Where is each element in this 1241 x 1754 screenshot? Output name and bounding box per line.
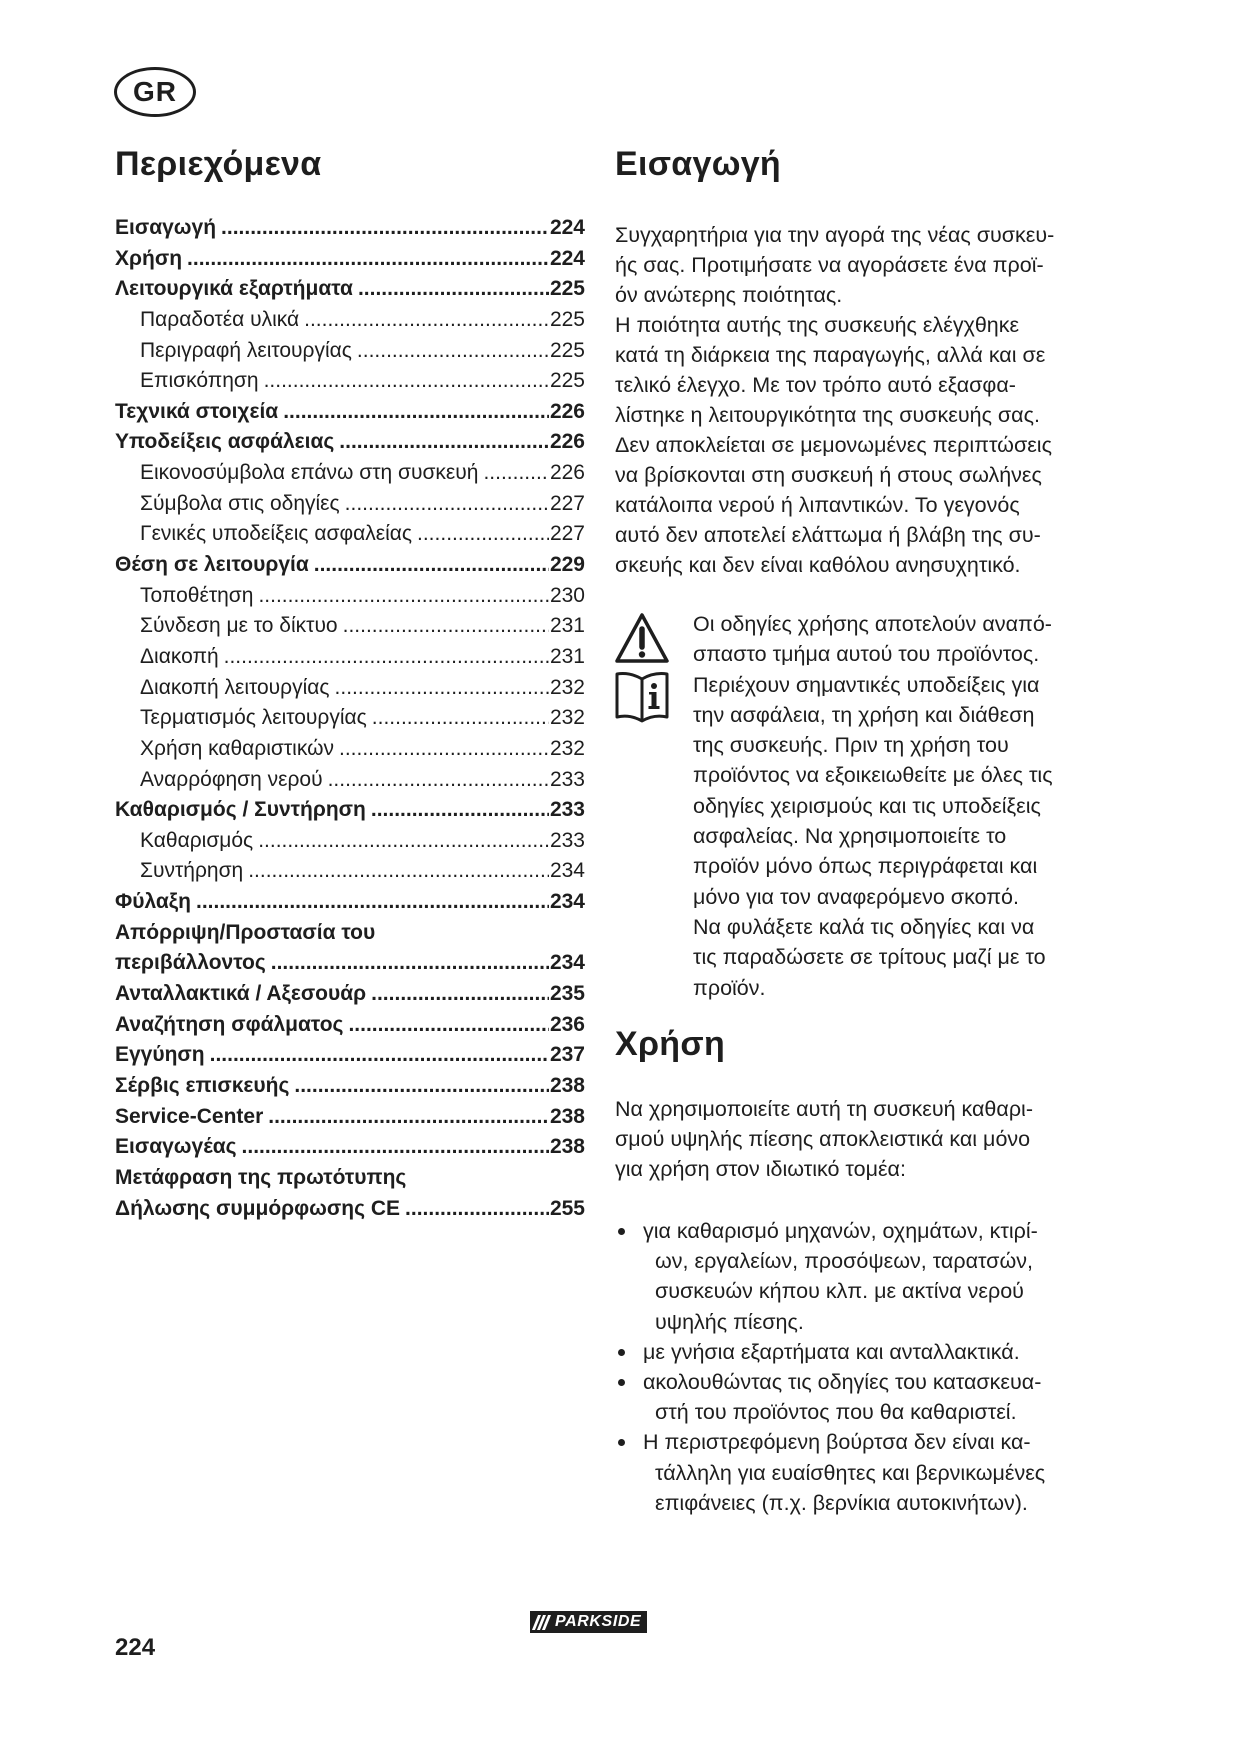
text-line: για χρήση στον ιδιωτικό τομέα: — [615, 1157, 906, 1181]
text-line: για καθαρισμό μηχανών, οχημάτων, κτιρί- — [643, 1219, 1038, 1243]
dot-leader — [348, 1010, 548, 1041]
text-line: ής σας. Προτιμήσατε να αγοράσετε ένα προϊ- — [615, 253, 1044, 277]
toc-entry-page: 238 — [549, 1104, 585, 1128]
table-of-contents — [115, 213, 585, 1224]
toc-entry-title: Χρήση καθαριστικών — [140, 736, 334, 760]
text-line: συσκευών κήπου κλπ. με ακτίνα νερού — [655, 1279, 1024, 1304]
dot-leader — [405, 1194, 549, 1225]
toc-subentry — [115, 458, 585, 489]
text-line: να βρίσκονται στη συσκευή ή στους σωλήνες — [615, 463, 1042, 487]
toc-entry-page: 232 — [549, 675, 585, 699]
list-item — [615, 1216, 1045, 1337]
toc-entry-title: Συντήρηση — [140, 859, 244, 883]
text-line: τις παραδώσετε σε τρίτους μαζί με το — [693, 945, 1046, 970]
text-line: σκευής και δεν είναι καθόλου ανησυχητικό. — [615, 553, 1021, 577]
toc-entry — [115, 244, 585, 275]
text-line: προϊόν μόνο όπως περιγράφεται και — [693, 854, 1038, 879]
text-line: σμού υψηλής πίεσης αποκλειστικά και μόνο — [615, 1127, 1031, 1151]
country-badge: GR — [114, 67, 196, 117]
toc-subentry — [115, 305, 585, 336]
dot-leader — [210, 1040, 549, 1071]
dot-leader — [248, 856, 549, 887]
toc-entry-page: 233 — [549, 828, 585, 852]
toc-entry-title: Απόρριψη/Προστασία του — [115, 920, 376, 944]
toc-entry-page: 224 — [549, 216, 585, 239]
toc-entry-page: 235 — [549, 982, 585, 1006]
dot-leader — [358, 274, 549, 305]
toc-entry-title: Τερματισμός λειτουργίας — [140, 706, 367, 730]
list-item — [615, 1427, 1045, 1518]
text-line: της συσκευής. Πριν τη χρήση του — [693, 733, 1009, 758]
toc-entry-title: Εισαγωγέας — [115, 1135, 237, 1159]
dot-leader — [372, 703, 549, 734]
toc-subentry — [115, 856, 585, 887]
text-line: τάλληλη για ευαίσθητες και βερνικωμένες — [655, 1460, 1046, 1485]
toc-entry-page: 232 — [549, 736, 585, 760]
toc-entry-page: 232 — [549, 706, 585, 730]
toc-entry-page: 226 — [549, 430, 585, 454]
toc-subentry — [115, 642, 585, 673]
usage-heading: Χρήση — [615, 1025, 726, 1063]
dot-leader — [343, 611, 549, 642]
toc-entry-title: Εισαγωγή — [115, 216, 217, 239]
intro-heading: Εισαγωγή — [615, 145, 781, 183]
dot-leader — [264, 366, 549, 397]
toc-entry-title: Σέρβις επισκευής — [115, 1073, 290, 1097]
dot-leader — [483, 458, 548, 489]
toc-entry-title: Service-Center — [115, 1104, 264, 1128]
toc-entry-title: Διακοπή — [140, 644, 219, 668]
toc-entry-page: 226 — [549, 461, 585, 485]
manual-info-icon — [614, 668, 670, 724]
dot-leader — [271, 948, 549, 979]
toc-entry-title: περιβάλλοντος — [115, 951, 266, 975]
text-line: σπαστο τμήμα αυτού του προϊόντος. — [693, 642, 1040, 667]
toc-subentry — [115, 611, 585, 642]
toc-entry-page: 234 — [549, 890, 585, 914]
bullet-icon — [618, 1228, 625, 1235]
toc-entry-title: Σύμβολα στις οδηγίες — [140, 491, 340, 515]
toc-entry-title: Τοποθέτηση — [140, 583, 254, 607]
dot-leader — [314, 550, 549, 581]
toc-entry — [115, 274, 585, 305]
dot-leader — [283, 397, 549, 428]
toc-entry-title: Διακοπή λειτουργίας — [140, 675, 330, 699]
dot-leader — [294, 1071, 549, 1102]
toc-entry — [115, 1040, 585, 1071]
list-item — [615, 1367, 1045, 1427]
text-line: λίστηκε η λειτουργικότητα της συσκευής σας. — [615, 403, 1040, 427]
text-line: Η ποιότητα αυτής της συσκευής ελέγχθηκε — [615, 313, 1020, 337]
toc-entry-page: 230 — [549, 583, 585, 607]
dot-leader — [268, 1102, 549, 1133]
toc-entry-page: 233 — [549, 798, 585, 822]
toc-subentry — [115, 703, 585, 734]
text-line: επιφάνειες (π.χ. βερνίκια αυτοκινήτων). — [655, 1490, 1028, 1515]
parkside-logo — [530, 1611, 647, 1633]
text-line: υψηλής πίεσης. — [655, 1309, 804, 1334]
toc-entry-page: 233 — [549, 767, 585, 791]
text-line: τελικό έλεγχο. Με τον τρόπο αυτό εξασφα- — [615, 373, 1016, 397]
logo-wordmark: PARKSIDE — [555, 1613, 642, 1630]
text-line: Να φυλάξετε καλά τις οδηγίες και να — [693, 914, 1035, 939]
dot-leader — [345, 489, 549, 520]
usage-paragraph — [615, 1094, 1033, 1184]
toc-entry-title: Καθαρισμός — [140, 828, 254, 852]
text-line: οδηγίες χειρισμούς και τις υποδείξεις — [693, 793, 1041, 818]
dot-leader — [339, 734, 549, 765]
toc-entry-page: 255 — [549, 1196, 585, 1220]
toc-entry-page: 226 — [549, 399, 585, 423]
toc-entry-page: 238 — [549, 1135, 585, 1159]
toc-entry-title: Φύλαξη — [115, 890, 191, 914]
dot-leader — [258, 826, 549, 857]
toc-subentry — [115, 489, 585, 520]
text-line: με γνήσια εξαρτήματα και ανταλλακτικά. — [643, 1339, 1020, 1364]
toc-entry — [115, 550, 585, 581]
dot-leader — [417, 519, 549, 550]
toc-subentry — [115, 734, 585, 765]
toc-entry-title: Παραδοτέα υλικά — [140, 307, 300, 331]
text-line: Να χρησιμοποιείτε αυτή τη συσκευή καθαρι- — [615, 1097, 1033, 1121]
text-line: όν ανώτερης ποιότητας. — [615, 283, 843, 307]
toc-entry-title: Τεχνικά στοιχεία — [115, 399, 279, 423]
toc-entry-page: 227 — [549, 491, 585, 515]
text-line: ων, εργαλείων, προσόψεων, ταρατσών, — [655, 1249, 1033, 1274]
text-line: αυτό δεν αποτελεί ελάττωμα ή βλάβη της συ- — [615, 523, 1041, 547]
toc-entry-title: Περιγραφή λειτουργίας — [140, 338, 352, 362]
toc-entry — [115, 213, 585, 244]
toc-entry-page: 229 — [549, 553, 585, 577]
toc-entry-title: Αναζήτηση σφάλματος — [115, 1012, 344, 1036]
text-line: την ασφάλεια, τη χρήση και διάθεση — [693, 702, 1035, 727]
toc-subentry — [115, 673, 585, 704]
toc-entry-line — [115, 918, 585, 949]
toc-subentry — [115, 581, 585, 612]
toc-entry — [115, 1010, 585, 1041]
toc-entry-title: Αναρρόφηση νερού — [140, 767, 323, 791]
dot-leader — [328, 765, 549, 796]
toc-subentry — [115, 765, 585, 796]
toc-entry — [115, 979, 585, 1010]
toc-entry-page: 225 — [549, 307, 585, 331]
text-line: Δεν αποκλείεται σε μεμονωμένες περιπτώσεις — [615, 433, 1052, 457]
bullet-icon — [618, 1379, 625, 1386]
intro-paragraph — [615, 220, 1054, 580]
text-line: στή του προϊόντος που θα καθαριστεί. — [655, 1400, 1017, 1425]
toc-subentry — [115, 519, 585, 550]
text-line: προϊόντος να εξοικειωθείτε με όλες τις — [693, 763, 1053, 788]
text-line: μόνο για τον αναφερόμενο σκοπό. — [693, 884, 1019, 909]
toc-entry — [115, 427, 585, 458]
toc-subentry — [115, 366, 585, 397]
dot-leader — [224, 642, 549, 673]
dot-leader — [371, 795, 549, 826]
text-line: Η περιστρεφόμενη βούρτσα δεν είναι κα- — [643, 1430, 1031, 1455]
toc-entry — [115, 1194, 585, 1225]
toc-entry-line — [115, 1163, 585, 1194]
toc-entry-page: 225 — [549, 277, 585, 301]
usage-bullet-list — [615, 1216, 1045, 1518]
toc-entry-title: Εγγύηση — [115, 1043, 205, 1067]
toc-entry-page: 234 — [549, 859, 585, 883]
manual-notice — [693, 609, 1053, 1003]
toc-entry-title: Σύνδεση με το δίκτυο — [140, 614, 338, 638]
warning-icon — [614, 612, 670, 664]
dot-leader — [221, 213, 549, 244]
toc-entry — [115, 1132, 585, 1163]
toc-entry-title: Χρήση — [115, 246, 183, 270]
toc-entry-title: Μετάφραση της πρωτότυπης — [115, 1165, 407, 1189]
toc-entry — [115, 948, 585, 979]
toc-entry-page: 231 — [549, 644, 585, 668]
toc-entry-title: Καθαρισμός / Συντήρηση — [115, 798, 366, 822]
toc-entry-title: Ανταλλακτικά / Αξεσουάρ — [115, 982, 367, 1006]
toc-entry-title: Θέση σε λειτουργία — [115, 553, 309, 577]
toc-entry-title: Γενικές υποδείξεις ασφαλείας — [140, 522, 413, 546]
dot-leader — [187, 244, 549, 275]
toc-entry-page: 237 — [549, 1043, 585, 1067]
toc-entry-title: Υποδείξεις ασφάλειας — [115, 430, 335, 454]
toc-entry-page: 231 — [549, 614, 585, 638]
toc-entry — [115, 1071, 585, 1102]
toc-entry-title: Δήλωσης συμμόρφωσης CE — [115, 1196, 401, 1220]
bullet-icon — [618, 1349, 625, 1356]
toc-heading: Περιεχόμενα — [115, 145, 322, 183]
text-line: κατάλοιπα νερού ή λιπαντικών. Το γεγονός — [615, 493, 1020, 517]
toc-entry-page: 225 — [549, 338, 585, 362]
toc-entry-page: 224 — [549, 246, 585, 270]
dot-leader — [304, 305, 549, 336]
toc-entry — [115, 887, 585, 918]
toc-entry — [115, 397, 585, 428]
text-line: Συγχαρητήρια για την αγορά της νέας συσκευ- — [615, 223, 1055, 247]
text-line: προϊόν. — [693, 975, 766, 1000]
toc-entry-page: 234 — [549, 951, 585, 975]
toc-entry-title: Εικονοσύμβολα επάνω στη συσκευή — [140, 461, 479, 485]
toc-entry-page: 227 — [549, 522, 585, 546]
text-line: Περιέχουν σημαντικές υποδείξεις για — [693, 672, 1040, 697]
dot-leader — [339, 427, 549, 458]
toc-entry-title: Λειτουργικά εξαρτήματα — [115, 277, 353, 301]
text-line: κατά τη διάρκεια της παραγωγής, αλλά και σε — [615, 343, 1046, 367]
toc-subentry — [115, 336, 585, 367]
dot-leader — [258, 581, 549, 612]
dot-leader — [357, 336, 549, 367]
text-line: ακολουθώντας τις οδηγίες του κατασκευα- — [643, 1369, 1042, 1394]
page-number: 224 — [115, 1634, 156, 1661]
toc-entry-page: 238 — [549, 1073, 585, 1097]
dot-leader — [335, 673, 549, 704]
toc-entry — [115, 795, 585, 826]
dot-leader — [371, 979, 549, 1010]
text-line: ασφαλείας. Να χρησιμοποιείτε το — [693, 824, 1007, 849]
toc-subentry — [115, 826, 585, 857]
toc-entry-page: 225 — [549, 369, 585, 393]
dot-leader — [196, 887, 549, 918]
dot-leader — [242, 1132, 549, 1163]
list-item — [615, 1337, 1045, 1367]
toc-entry-page: 236 — [549, 1012, 585, 1036]
toc-entry-title: Επισκόπηση — [140, 369, 259, 393]
toc-entry — [115, 1102, 585, 1133]
logo-slashes-icon — [535, 1615, 550, 1630]
text-line: Οι οδηγίες χρήσης αποτελούν αναπό- — [693, 612, 1052, 636]
